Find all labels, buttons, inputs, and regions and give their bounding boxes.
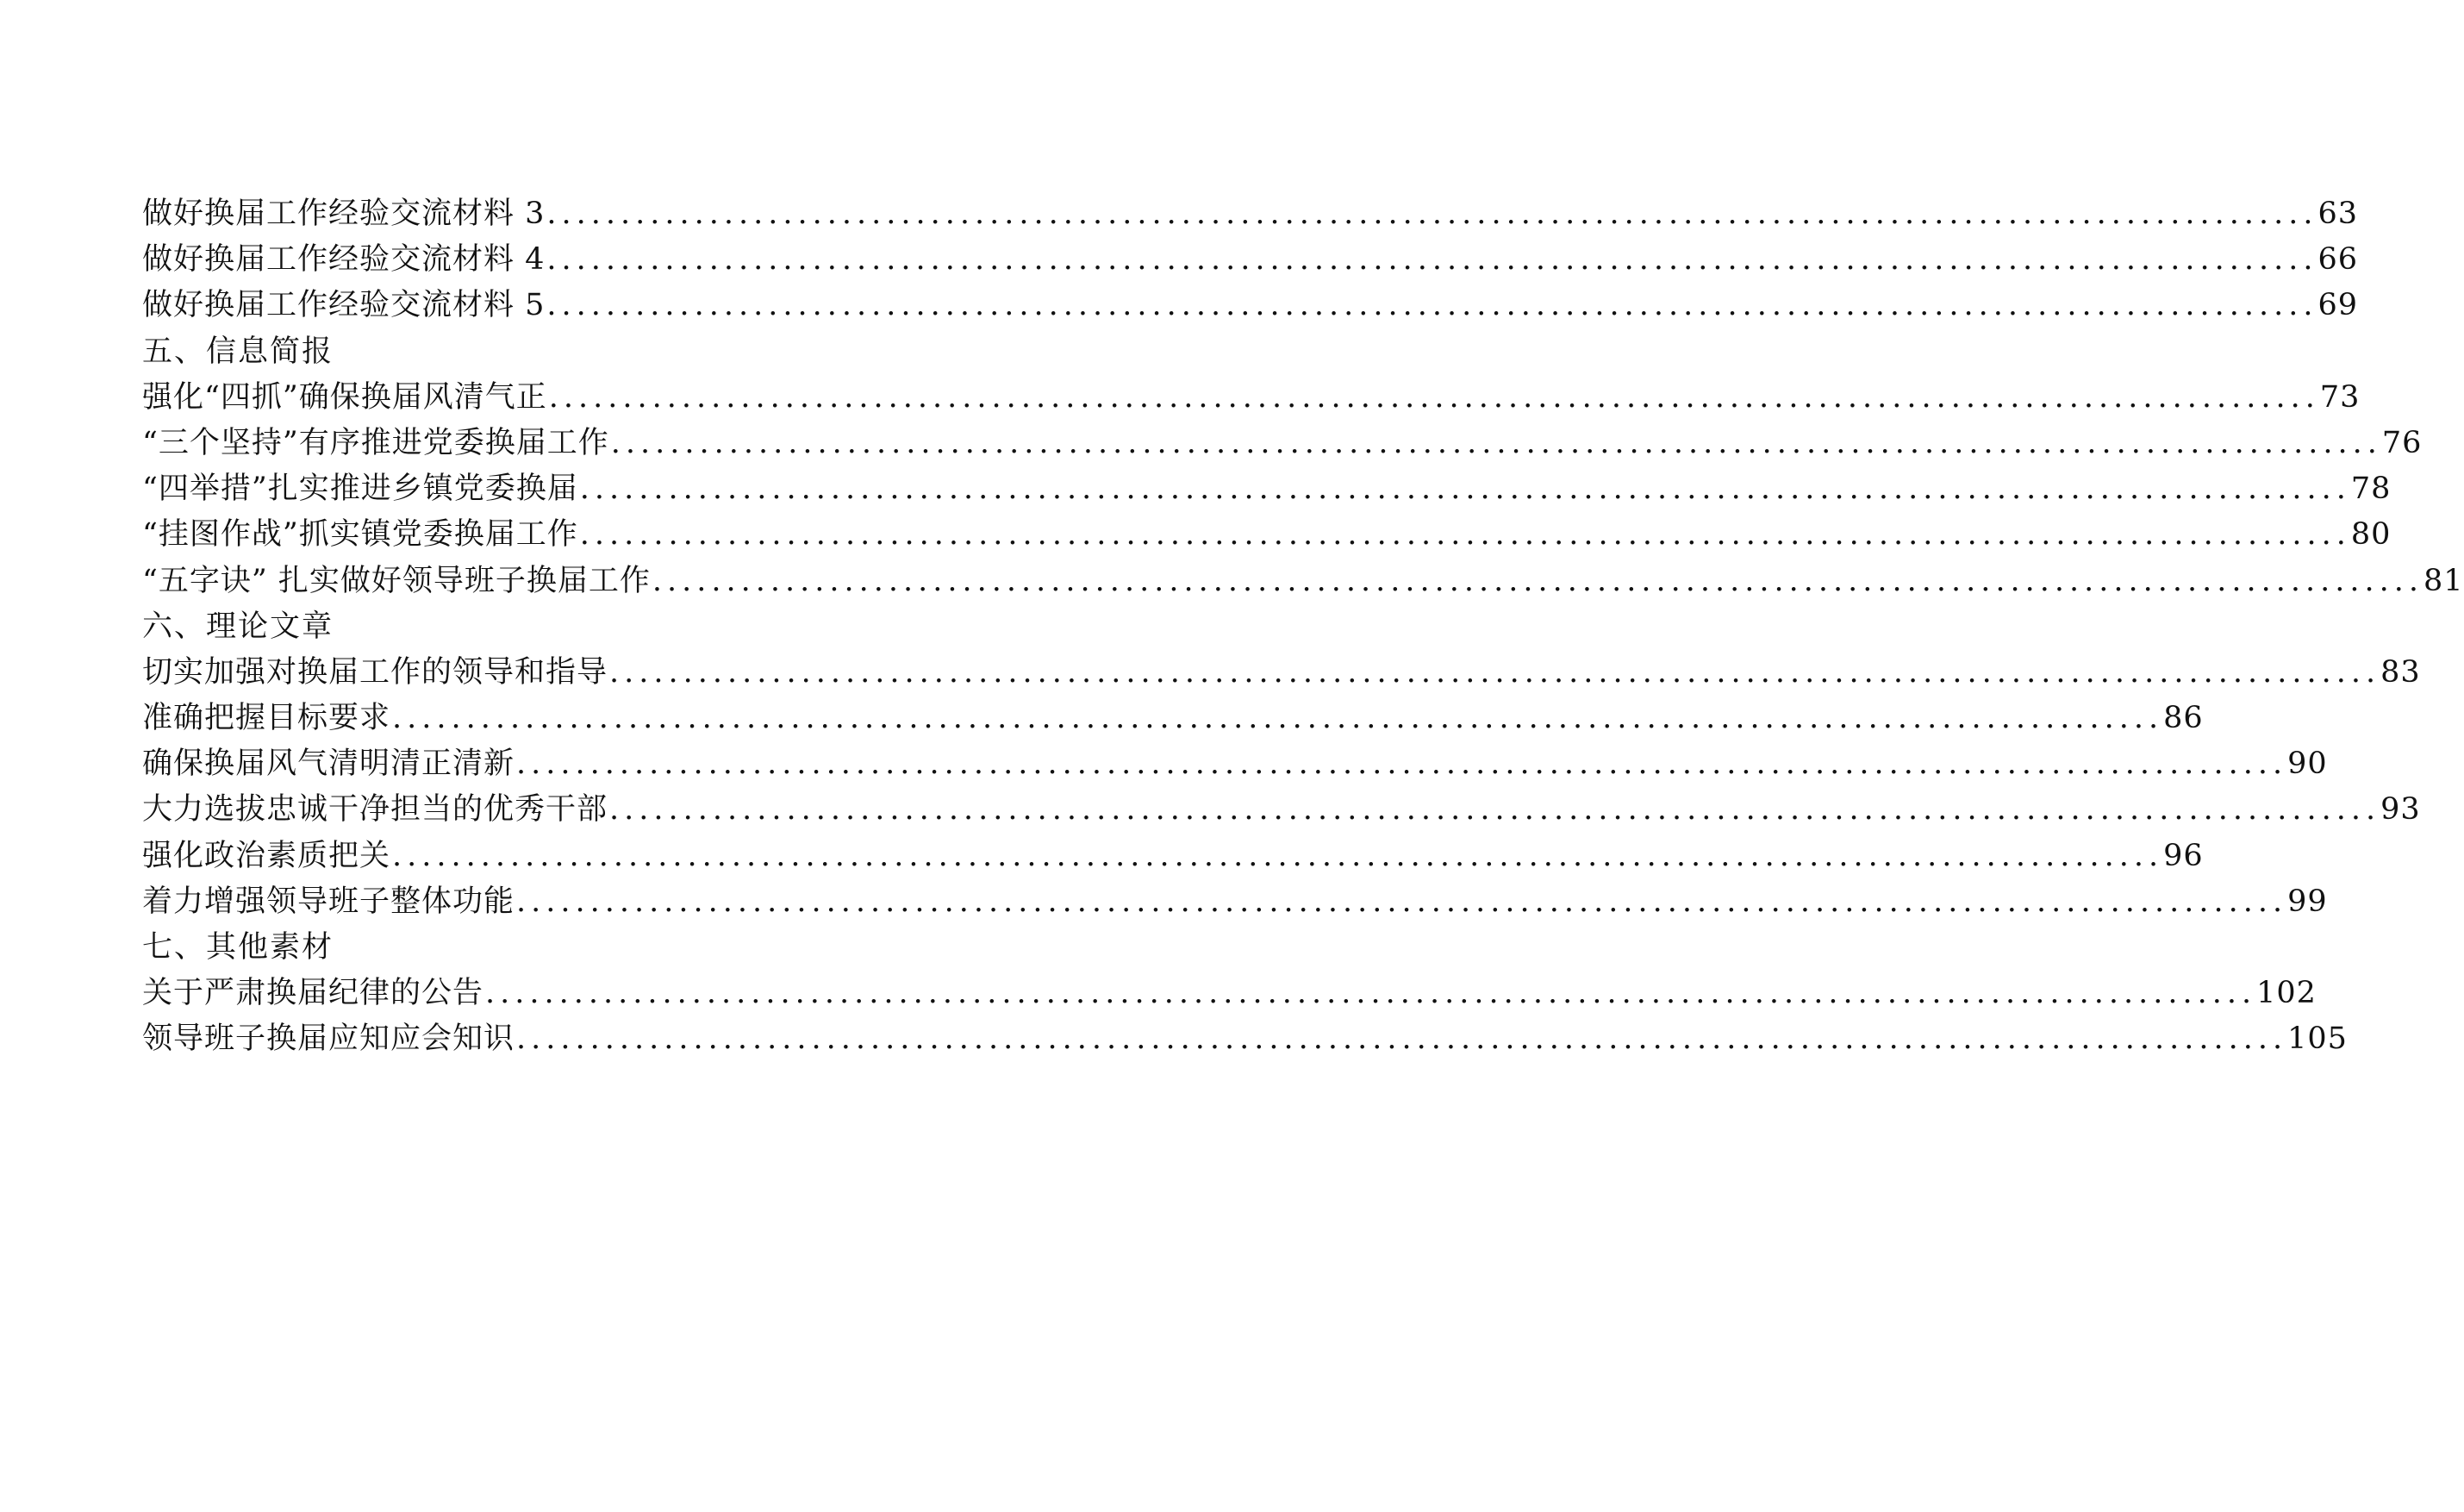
- dot-leader: ........................................................................................................................: [546, 242, 2318, 278]
- dot-leader: ........................................................................................................................: [516, 747, 2288, 782]
- page-number: 90: [2287, 747, 2328, 782]
- entry-title: 强化政治素质把关: [142, 838, 391, 873]
- toc-entry: [142, 787, 2421, 833]
- section-title: 五、信息简报: [142, 334, 334, 369]
- page-number: 99: [2287, 884, 2328, 919]
- entry-title: 做好换届工作经验交流材料 3: [142, 197, 546, 231]
- section-title: 七、其他素材: [142, 930, 334, 965]
- dot-leader: ........................................................................................................................: [579, 517, 2351, 553]
- page-number: 102: [2256, 976, 2317, 1011]
- page-number: 66: [2317, 242, 2359, 278]
- toc-entry: [142, 650, 2421, 696]
- page-number: 78: [2350, 472, 2392, 507]
- dot-leader: ........................................................................................................................: [485, 976, 2257, 1011]
- dot-leader: ........................................................................................................................: [392, 838, 2164, 873]
- page-number: 69: [2317, 288, 2359, 323]
- entry-title: “五字诀” 扎实做好领导班子换届工作: [142, 563, 651, 598]
- entry-title: 着力增强领导班子整体功能: [142, 884, 515, 919]
- page-number: 105: [2287, 1022, 2348, 1057]
- page-number: 83: [2380, 654, 2421, 690]
- page-number: 96: [2163, 838, 2204, 873]
- toc-entry: [142, 1016, 2348, 1062]
- dot-leader: ........................................................................................................................: [609, 654, 2381, 690]
- dot-leader: ........................................................................................................................: [546, 288, 2318, 323]
- toc-entry: [142, 283, 2359, 328]
- page-number: 86: [2163, 701, 2204, 736]
- dot-leader: ........................................................................................................................: [610, 425, 2382, 460]
- toc-entry: [142, 421, 2423, 466]
- toc-entry: [142, 512, 2392, 558]
- toc-entry: [142, 834, 2204, 879]
- dot-leader: ........................................................................................................................: [548, 379, 2320, 415]
- entry-title: 领导班子换届应知应会知识: [142, 1022, 515, 1057]
- entry-title: 关于严肃换届纪律的公告: [142, 976, 484, 1011]
- dot-leader: ........................................................................................................................: [516, 884, 2288, 919]
- dot-leader: ........................................................................................................................: [546, 197, 2318, 231]
- toc-entry: [142, 879, 2328, 925]
- toc-entry: [142, 237, 2359, 283]
- entry-title: 确保换届风气清明清正清新: [142, 747, 515, 782]
- dot-leader: ........................................................................................................................: [609, 792, 2381, 828]
- toc-entry: [142, 466, 2392, 512]
- toc-entry: [142, 696, 2204, 741]
- section-title: 六、理论文章: [142, 609, 334, 644]
- entry-title: 切实加强对换届工作的领导和指导: [142, 654, 608, 690]
- page-number: 73: [2319, 379, 2361, 415]
- entry-title: “四举措”扎实推进乡镇党委换届: [142, 472, 578, 507]
- entry-title: 准确把握目标要求: [142, 701, 391, 736]
- dot-leader: ........................................................................................................................: [392, 701, 2164, 736]
- entry-title: 强化“四抓”确保换届风清气正: [142, 379, 547, 415]
- toc-list: [142, 191, 2464, 1063]
- entry-title: 做好换届工作经验交流材料 5: [142, 288, 546, 323]
- dot-leader: ........................................................................................................................: [652, 563, 2423, 598]
- toc-entry: [142, 559, 2464, 604]
- page-number: 80: [2350, 517, 2392, 553]
- dot-leader: ........................................................................................................................: [579, 472, 2351, 507]
- toc-entry: [142, 375, 2361, 421]
- toc-section-heading: [142, 329, 933, 375]
- entry-title: 做好换届工作经验交流材料 4: [142, 242, 546, 278]
- entry-title: “挂图作战”抓实镇党委换届工作: [142, 517, 578, 553]
- dot-leader: ........................................................................................................................: [516, 1022, 2288, 1057]
- page-number: 93: [2380, 792, 2421, 828]
- toc-entry: [142, 191, 2359, 237]
- toc-entry: [142, 741, 2328, 787]
- toc-entry: [142, 971, 2317, 1016]
- toc-section-heading: [142, 925, 933, 971]
- toc-section-heading: [142, 604, 933, 650]
- page-number: 76: [2381, 425, 2423, 460]
- page-number: 63: [2317, 197, 2359, 231]
- entry-title: “三个坚持”有序推进党委换届工作: [142, 425, 609, 460]
- page-number: 81: [2423, 563, 2464, 598]
- table-of-contents: [142, 191, 2464, 1063]
- entry-title: 大力选拔忠诚干净担当的优秀干部: [142, 792, 608, 828]
